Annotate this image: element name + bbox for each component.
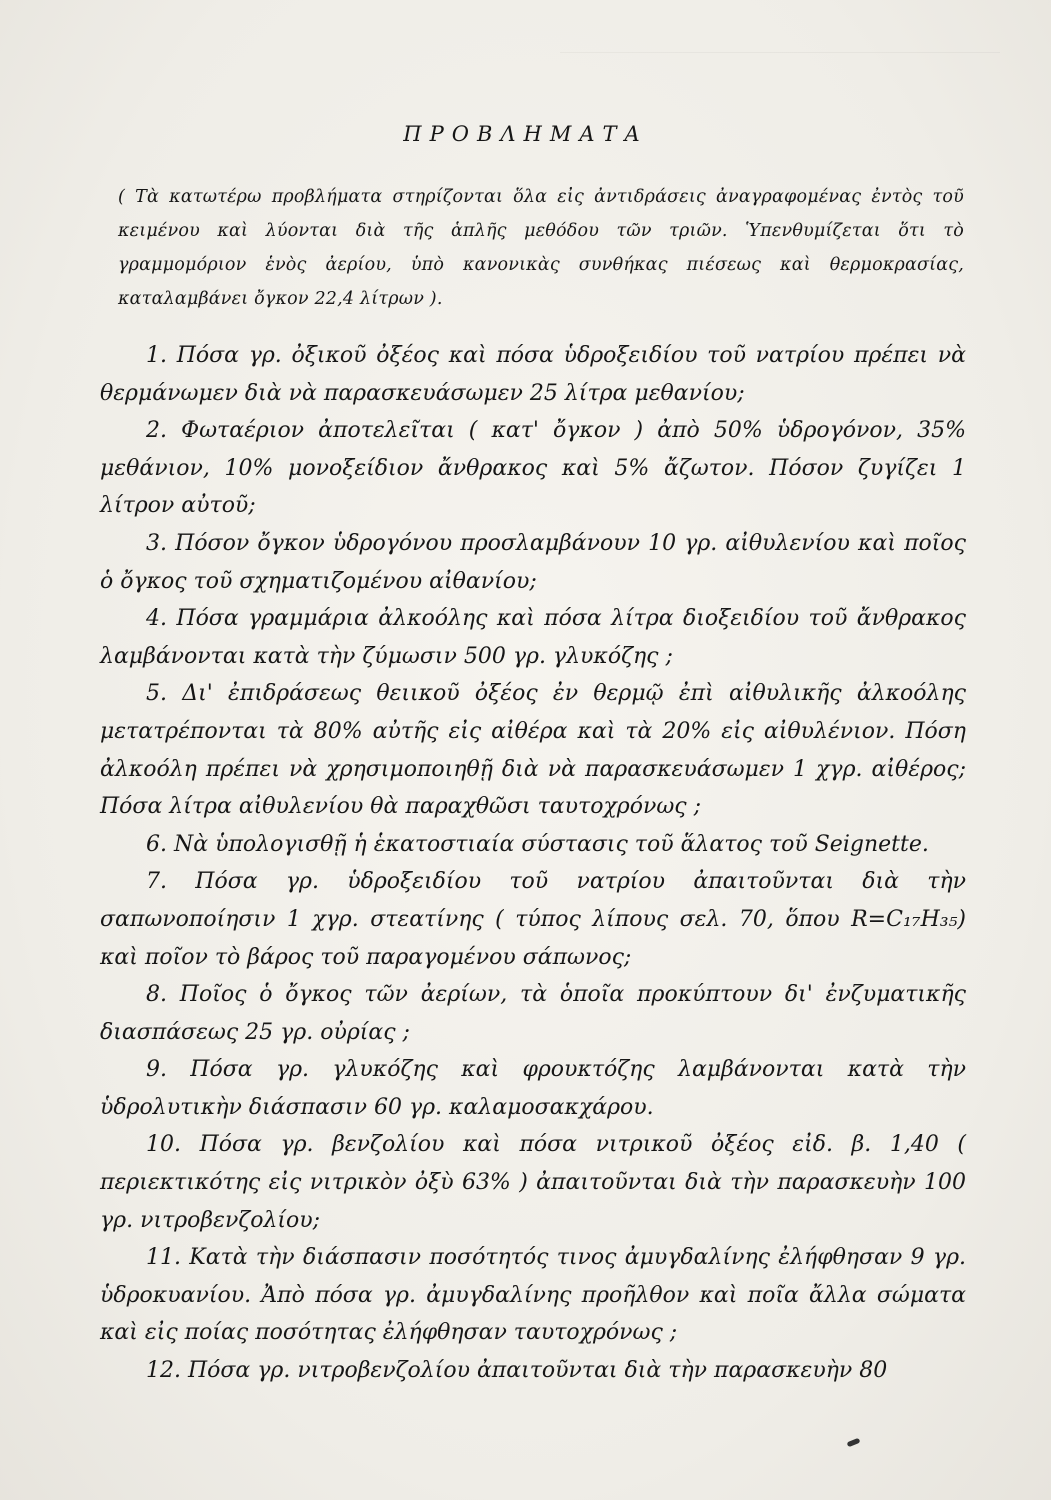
ink-speck	[847, 1438, 861, 1448]
problem-10: 10. Πόσα γρ. βενζολίου καὶ πόσα νιτρικοῦ ὀξέος εἰδ. β. 1,40 ( περιεκτικότης εἰς νιτρικὸν ὀξὺ 63% ) ἀπαιτοῦνται διὰ τὴν παρασκευὴν 100 γρ. νιτροβενζολίου;	[100, 1132, 966, 1233]
problem-9: 9. Πόσα γρ. γλυκόζης καὶ φρουκτόζης λαμβάνονται κατὰ τὴν ὑδρολυτικὴν διάσπασιν 60 γρ. καλαμοσακχάρου.	[100, 1057, 966, 1120]
problem-list	[100, 337, 966, 1390]
introductory-note: ( Τὰ κατωτέρω προβλήματα στηρίζονται ὅλα εἰς ἀντιδράσεις ἀναγραφομένας ἐντὸς τοῦ κειμένου καὶ λύονται διὰ τῆς ἁπλῆς μεθόδου τῶν τριῶν. Ὑπενθυμίζεται ὅτι τὸ γραμμομόριον ἑνὸς ἀερίου, ὑπὸ κανονικὰς συνθήκας πιέσεως καὶ θερμοκρασίας, καταλαμβάνει ὄγκον 22,4 λίτρων ).	[118, 187, 964, 309]
show-through-header	[560, 28, 1000, 53]
problem-12: 12. Πόσα γρ. νιτροβενζολίου ἀπαιτοῦνται διὰ τὴν παρασκευὴν 80	[146, 1358, 888, 1384]
problem-4: 4. Πόσα γραμμάρια ἀλκοόλης καὶ πόσα λίτρα διοξειδίου τοῦ ἄνθρακος λαμβάνονται κατὰ τὴν ζύμωσιν 500 γρ. γλυκόζης ;	[100, 606, 966, 669]
problem-1: 1. Πόσα γρ. ὀξικοῦ ὀξέος καὶ πόσα ὑδροξειδίου τοῦ νατρίου πρέπει νὰ θερμάνωμεν διὰ νὰ παρασκευάσωμεν 25 λίτρα μεθανίου;	[100, 343, 966, 406]
problem-7: 7. Πόσα γρ. ὑδροξειδίου τοῦ νατρίου ἀπαιτοῦνται διὰ τὴν σαπωνοποίησιν 1 χγρ. στεατίνης ( τύπος λίπους σελ. 70, ὅπου R=C₁₇H₃₅) καὶ ποῖον τὸ βάρος τοῦ παραγομένου σάπωνος;	[100, 869, 966, 970]
problem-6: 6. Νὰ ὑπολογισθῇ ἡ ἑκατοστιαία σύστασις τοῦ ἅλατος τοῦ Seignette.	[146, 831, 929, 857]
problem-2: 2. Φωταέριον ἀποτελεῖται ( κατ' ὄγκον ) ἀπὸ 50% ὑδρογόνον, 35% μεθάνιον, 10% μονοξείδιον ἄνθρακος καὶ 5% ἄζωτον. Πόσον ζυγίζει 1 λίτρον αὐτοῦ;	[100, 418, 966, 519]
problem-11: 11. Κατὰ τὴν διάσπασιν ποσότητός τινος ἀμυγδαλίνης ἐλήφθησαν 9 γρ. ὑδροκυανίου. Ἀπὸ πόσα γρ. ἀμυγδαλίνης προῆλθον καὶ ποῖα ἄλλα σώματα καὶ εἰς ποίας ποσότητας ἐλήφθησαν ταυτοχρόνως ;	[100, 1245, 966, 1346]
page-title: ΠΡΟΒΛΗΜΑΤΑ	[403, 122, 648, 146]
problem-5: 5. Δι' ἐπιδράσεως θειικοῦ ὀξέος ἐν θερμῷ ἐπὶ αἰθυλικῆς ἀλκοόλης μετατρέπονται τὰ 80% αὐτῆς εἰς αἰθέρα καὶ τὰ 20% εἰς αἰθυλένιον. Πόση ἀλκοόλη πρέπει νὰ χρησιμοποιηθῇ διὰ νὰ παρασκευάσωμεν 1 χγρ. αἰθέρος; Πόσα λίτρα αἰθυλενίου θὰ παραχθῶσι ταυτοχρόνως ;	[100, 681, 966, 820]
problem-8: 8. Ποῖος ὁ ὄγκος τῶν ἀερίων, τὰ ὁποῖα προκύπτουν δι' ἐνζυματικῆς διασπάσεως 25 γρ. οὐρίας ;	[100, 982, 966, 1045]
problem-3: 3. Πόσον ὄγκον ὑδρογόνου προσλαμβάνουν 10 γρ. αἰθυλενίου καὶ ποῖος ὁ ὄγκος τοῦ σχηματιζομένου αἰθανίου;	[100, 530, 966, 594]
